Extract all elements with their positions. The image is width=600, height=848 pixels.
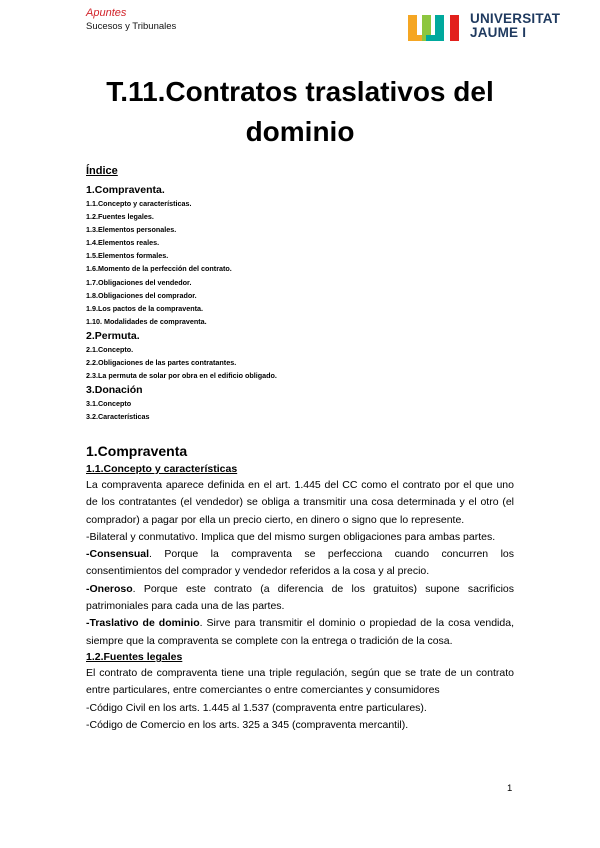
- term-oneroso: -Oneroso: [86, 582, 133, 595]
- toc-item[interactable]: 1.1.Concepto y características.: [86, 199, 192, 208]
- header-category: Apuntes: [86, 7, 127, 19]
- source-codigo-comercio: -Código de Comercio en los arts. 325 a 345 (compraventa mercantil).: [86, 718, 409, 731]
- sources-paragraph: El contrato de compraventa tiene una triple regulación, según que se trate de un contrato entre particulares, entre comerciantes o entre comerciantes y consumidores: [86, 666, 514, 697]
- university-name: [470, 12, 560, 40]
- logo-line-2: JAUME I: [470, 25, 527, 40]
- source-codigo-civil: -Código Civil en los arts. 1.445 al 1.537 (compraventa entre particulares).: [86, 701, 427, 714]
- header-subject: Sucesos y Tribunales: [86, 21, 177, 32]
- toc-section-3[interactable]: 3.Donación: [86, 384, 143, 397]
- text-consensual: . Porque la compraventa se perfecciona cuando concurren los consentimientos del comprador y vendedor referidos a la cosa y al precio.: [86, 548, 514, 578]
- toc-item[interactable]: 3.1.Concepto: [86, 399, 132, 409]
- toc-item[interactable]: 2.3.La permuta de solar por obra en el edificio obligado.: [86, 371, 277, 381]
- toc-item[interactable]: 2.2.Obligaciones de las partes contratantes.: [86, 358, 237, 368]
- toc-item[interactable]: 3.2.Características: [86, 412, 150, 422]
- index-heading: Índice: [86, 165, 118, 177]
- text-oneroso: . Porque este contrato (a diferencia de los gratuitos) supone sacrificios patrimoniales para cada una de las partes.: [86, 582, 514, 613]
- term-traslativo: -Traslativo de dominio: [86, 617, 200, 630]
- characteristic-oneroso: [86, 581, 514, 616]
- page-title-line-2: dominio: [245, 116, 355, 147]
- table-of-contents: [86, 182, 516, 423]
- toc-item[interactable]: 2.1.Concepto.: [86, 344, 134, 354]
- toc-item[interactable]: 1.7.Obligaciones del vendedor.: [86, 277, 192, 287]
- characteristic-bilateral: -Bilateral y conmutativo. Implica que del mismo surgen obligaciones para ambas partes.: [86, 530, 496, 543]
- subsection-heading-1-1: 1.1.Concepto y características: [86, 463, 238, 475]
- characteristic-consensual: [86, 546, 514, 581]
- document-body: [86, 440, 514, 734]
- toc-item[interactable]: 1.9.Los pactos de la compraventa.: [86, 303, 204, 313]
- page-number: 1: [507, 783, 513, 794]
- page-title-line-1: T.11.Contratos traslativos del: [106, 76, 494, 107]
- definition-paragraph: La compraventa aparece definida en el art. 1.445 del CC como el contrato por el que uno de los contratantes (el vendedor) se obliga a transmitir una cosa determinada y el otro (el comprador) a pagar por ella un precio cierto, en dinero o signo que lo represente.: [86, 479, 514, 526]
- term-consensual: -Consensual: [86, 548, 150, 561]
- toc-section-2[interactable]: 2.Permuta.: [86, 329, 140, 342]
- characteristic-traslativo: [86, 615, 514, 650]
- logo-bar-red: [450, 15, 459, 41]
- toc-item[interactable]: 1.5.Elementos formales.: [86, 251, 169, 261]
- toc-item[interactable]: 1.10. Modalidades de compraventa.: [86, 316, 207, 326]
- toc-item[interactable]: 1.6.Momento de la perfección del contrato.: [86, 264, 232, 274]
- toc-item[interactable]: 1.2.Fuentes legales.: [86, 212, 154, 222]
- subsection-heading-1-2: 1.2.Fuentes legales: [86, 650, 183, 663]
- text-traslativo: . Sirve para transmitir el dominio o propiedad de la cosa vendida, siempre que la compraventa se complete con la entrega o tradición de la cosa.: [86, 617, 514, 647]
- toc-item[interactable]: 1.8.Obligaciones del comprador.: [86, 290, 197, 300]
- toc-item[interactable]: 1.3.Elementos personales.: [86, 225, 177, 235]
- section-heading: 1.Compraventa: [86, 443, 188, 459]
- logo-bar-teal-base: [426, 35, 444, 41]
- logo-line-1: UNIVERSITAT: [470, 11, 561, 26]
- toc-section-1[interactable]: 1.Compraventa.: [86, 184, 165, 196]
- toc-item[interactable]: 1.4.Elementos reales.: [86, 238, 160, 248]
